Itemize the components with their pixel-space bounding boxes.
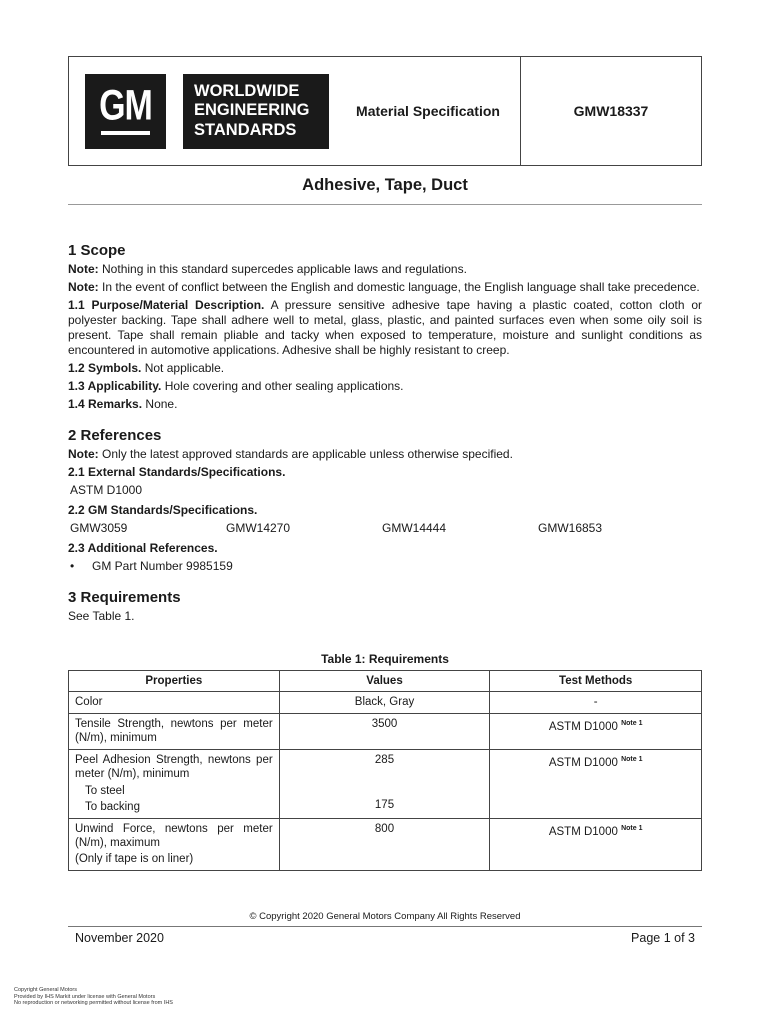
list-item: • GM Part Number 9985159 bbox=[70, 559, 233, 573]
title-divider bbox=[68, 204, 702, 205]
copyright-notice: © Copyright 2020 General Motors Company All Rights Reserved bbox=[249, 911, 521, 922]
page-title: Adhesive, Tape, Duct bbox=[302, 176, 468, 194]
purpose-paragraph: 1.1 Purpose/Material Description. A pressure sensitive adhesive tape having a plastic coated, cotton cloth or polyester backing. Tape shall adhere well to metal, glass, plastic, and painted surfaces even when some oily soil is present. Tape shall remain pliable and tacky when exposed to temperature, moisture and sunlight conditions as encountered in automotive applications. Adhesive shall be highly resistant to creep. bbox=[68, 298, 703, 357]
table-caption: Table 1: Requirements bbox=[321, 652, 449, 666]
requirements-text: See Table 1. bbox=[68, 609, 135, 623]
symbols-paragraph: 1.2 Symbols. Not applicable. bbox=[68, 361, 225, 375]
applicability-paragraph: 1.3 Applicability. Hole covering and other sealing applications. bbox=[68, 379, 404, 393]
note-reference: Note 1 bbox=[621, 756, 643, 763]
table-row: Unwind Force, newtons per meter (N/m), maximum (Only if tape is on liner) 800 ASTM D1000 $^{Note 1}$ bbox=[69, 819, 702, 871]
page-number: Page 1 of 3 bbox=[631, 931, 695, 945]
gm-standard: GMW16853 bbox=[538, 521, 603, 535]
column-header: Properties bbox=[69, 671, 280, 692]
remarks-paragraph: 1.4 Remarks. None. bbox=[68, 397, 178, 411]
gm-standards-list bbox=[70, 521, 702, 536]
footer-date: November 2020 bbox=[75, 931, 164, 945]
license-fine-print: Copyright General Motors Provided by IHS Markit under license with General Motors No reproduction or networking permitted without license from IHS bbox=[14, 987, 173, 1006]
table-header-row bbox=[69, 671, 702, 692]
gm-standard: GMW14444 bbox=[382, 521, 447, 535]
gm-standard: GMW3059 bbox=[70, 521, 128, 535]
gm-standard: GMW14270 bbox=[226, 521, 291, 535]
section-heading-scope: 1 Scope bbox=[68, 242, 126, 259]
doc-type: Material Specification bbox=[356, 103, 500, 119]
document-body bbox=[68, 242, 702, 627]
doc-number: GMW18337 bbox=[520, 57, 701, 165]
subheading-gm-standards: 2.2 GM Standards/Specifications. bbox=[68, 503, 258, 517]
table-row: Peel Adhesion Strength, newtons per meter (N/m), minimum To steel To backing 285 175 ASTM D1000 $^{Note 1}$ bbox=[69, 750, 702, 819]
column-header: Test Methods bbox=[490, 671, 702, 692]
bullet-icon: • bbox=[70, 559, 75, 573]
note-paragraph: Note: Only the latest approved standards are applicable unless otherwise specified. bbox=[68, 447, 513, 461]
worldwide-engineering-standards-logo: WORLDWIDE ENGINEERING STANDARDS bbox=[183, 74, 329, 149]
subheading-external: 2.1 External Standards/Specifications. bbox=[68, 465, 286, 479]
note-reference: Note 1 bbox=[621, 825, 643, 832]
column-header: Values bbox=[279, 671, 490, 692]
note-paragraph: Note: In the event of conflict between the English and domestic language, the English language shall take precedence. bbox=[68, 280, 700, 294]
subheading-additional: 2.3 Additional References. bbox=[68, 541, 218, 555]
requirements-table bbox=[68, 670, 702, 871]
document-header bbox=[68, 56, 702, 166]
note-reference: Note 1 bbox=[621, 720, 643, 727]
section-heading-references: 2 References bbox=[68, 427, 162, 444]
footer-divider bbox=[68, 926, 702, 927]
table-row: Tensile Strength, newtons per meter (N/m), minimum 3500 ASTM D1000 $^{Note 1}$ bbox=[69, 714, 702, 750]
logo-area bbox=[69, 57, 336, 165]
table-row: Color Black, Gray - bbox=[69, 692, 702, 714]
external-standard: ASTM D1000 bbox=[70, 483, 143, 497]
section-heading-requirements: 3 Requirements bbox=[68, 589, 181, 606]
gm-logo: GM bbox=[85, 74, 166, 149]
note-paragraph: Note: Nothing in this standard supercedes applicable laws and regulations. bbox=[68, 262, 467, 276]
